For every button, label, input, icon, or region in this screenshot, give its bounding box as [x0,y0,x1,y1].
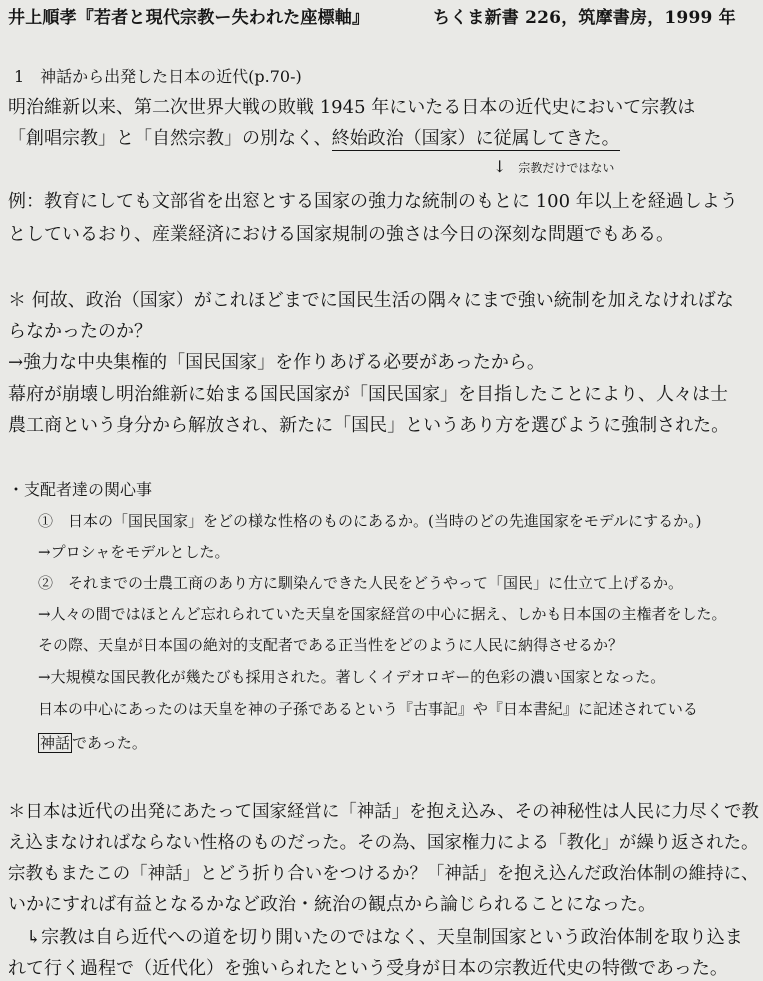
list-item: ① 日本の「国民国家」をどの様な性格のものにあるか。(当時のどの先進国家をモデルにするか。) [38,512,702,530]
section-heading: 1 神話から出発した日本の近代(p.70-) [14,67,302,86]
header-book-title: 井上順孝『若者と現代宗教ー失われた座標軸』 [8,8,370,28]
list-item [38,732,147,753]
conclusion-line: れて行く過程で（近代化）を強いられたという受身が日本の宗教近代史の特徴であった。 [8,958,728,979]
question-line: ＊ 何故、政治（国家）がこれほどまでに国民生活の隅々にまで強い統制を加えなければな [8,290,734,311]
annotation [493,157,614,176]
text-span: であった。 [72,734,147,752]
answer-line: 幕府が崩壊し明治維新に始まる国民国家が「国民国家」を目指したことにより、人々は士 [8,384,728,405]
paragraph-line: としているおり、産業経済における国家規制の強さは今日の深刻な問題でもある。 [8,224,674,245]
question-line: らなかったのか？ [8,321,152,342]
annotation-note: 宗教だけではない [518,161,615,175]
conclusion-line: ↳宗教は自ら近代への道を切り開いたのではなく、天皇制国家という政治体制を取り込ま [8,927,743,948]
list-item: →大規模な国民教化が幾たびも採用された。著しくイデオロギー的色彩の濃い国家となった。 [38,668,666,686]
conclusion-line: 宗教もまたこの「神話」とどう折り合いをつけるか？「神話」を抱え込んだ政治体制の維持に、 [8,864,759,884]
text-span: 「創唱宗教」と「自然宗教」の別なく、 [8,128,332,149]
list-item: →プロシャをモデルとした。 [38,543,230,561]
list-item: その際、天皇が日本国の絶対的支配者である正当性をどのように人民に納得させるか？ [38,636,624,654]
boxed-text: 神話 [40,734,71,752]
conclusion-line: いかにすれば有益となるかなど政治・統治の観点から論じられることになった。 [8,894,656,915]
list-item: ② それまでの士農工商のあり方に馴染んできた人民をどうやって「国民」に仕立て上げるか。 [38,574,684,592]
list-item: 日本の中心にあったのは天皇を神の子孫であるという『古事記』や『日本書紀』に記述されている [38,700,698,718]
paragraph-line: 明治維新以来、第二次世界大戦の敗戦 1945 年にいたる日本の近代史において宗教は [8,97,696,118]
conclusion-line: え込まなければならない性格のものだった。その為、国家権力による「教化」が繰り返された。 [8,833,759,853]
paragraph-line [8,124,620,150]
answer-line: →強力な中央集権的「国民国家」を作りあげる必要があったから。 [8,352,545,373]
answer-line: 農工商という身分から解放され、新たに「国民」というあり方を選びように強制された。 [8,415,730,436]
conclusion-line: ＊日本は近代の出発にあたって国家経営に「神話」を抱え込み、その神秘性は人民に力尽くで教 [8,802,759,822]
underlined-text: 終始政治（国家）に従属してきた。 [331,128,620,149]
header-publisher: ちくま新書 226，筑摩書房，1999 年 [433,8,736,28]
paragraph-line: 例：教育にしても文部省を出窓とする国家の強力な統制のもとに 100 年以上を経過しよう [8,191,738,212]
down-arrow-icon: ↓ [493,157,507,176]
list-item: →人々の間ではほとんど忘れられていた天皇を国家経営の中心に据え、しかも日本国の主権者をした。 [38,605,727,623]
concerns-heading: ・支配者達の関心事 [8,480,153,499]
